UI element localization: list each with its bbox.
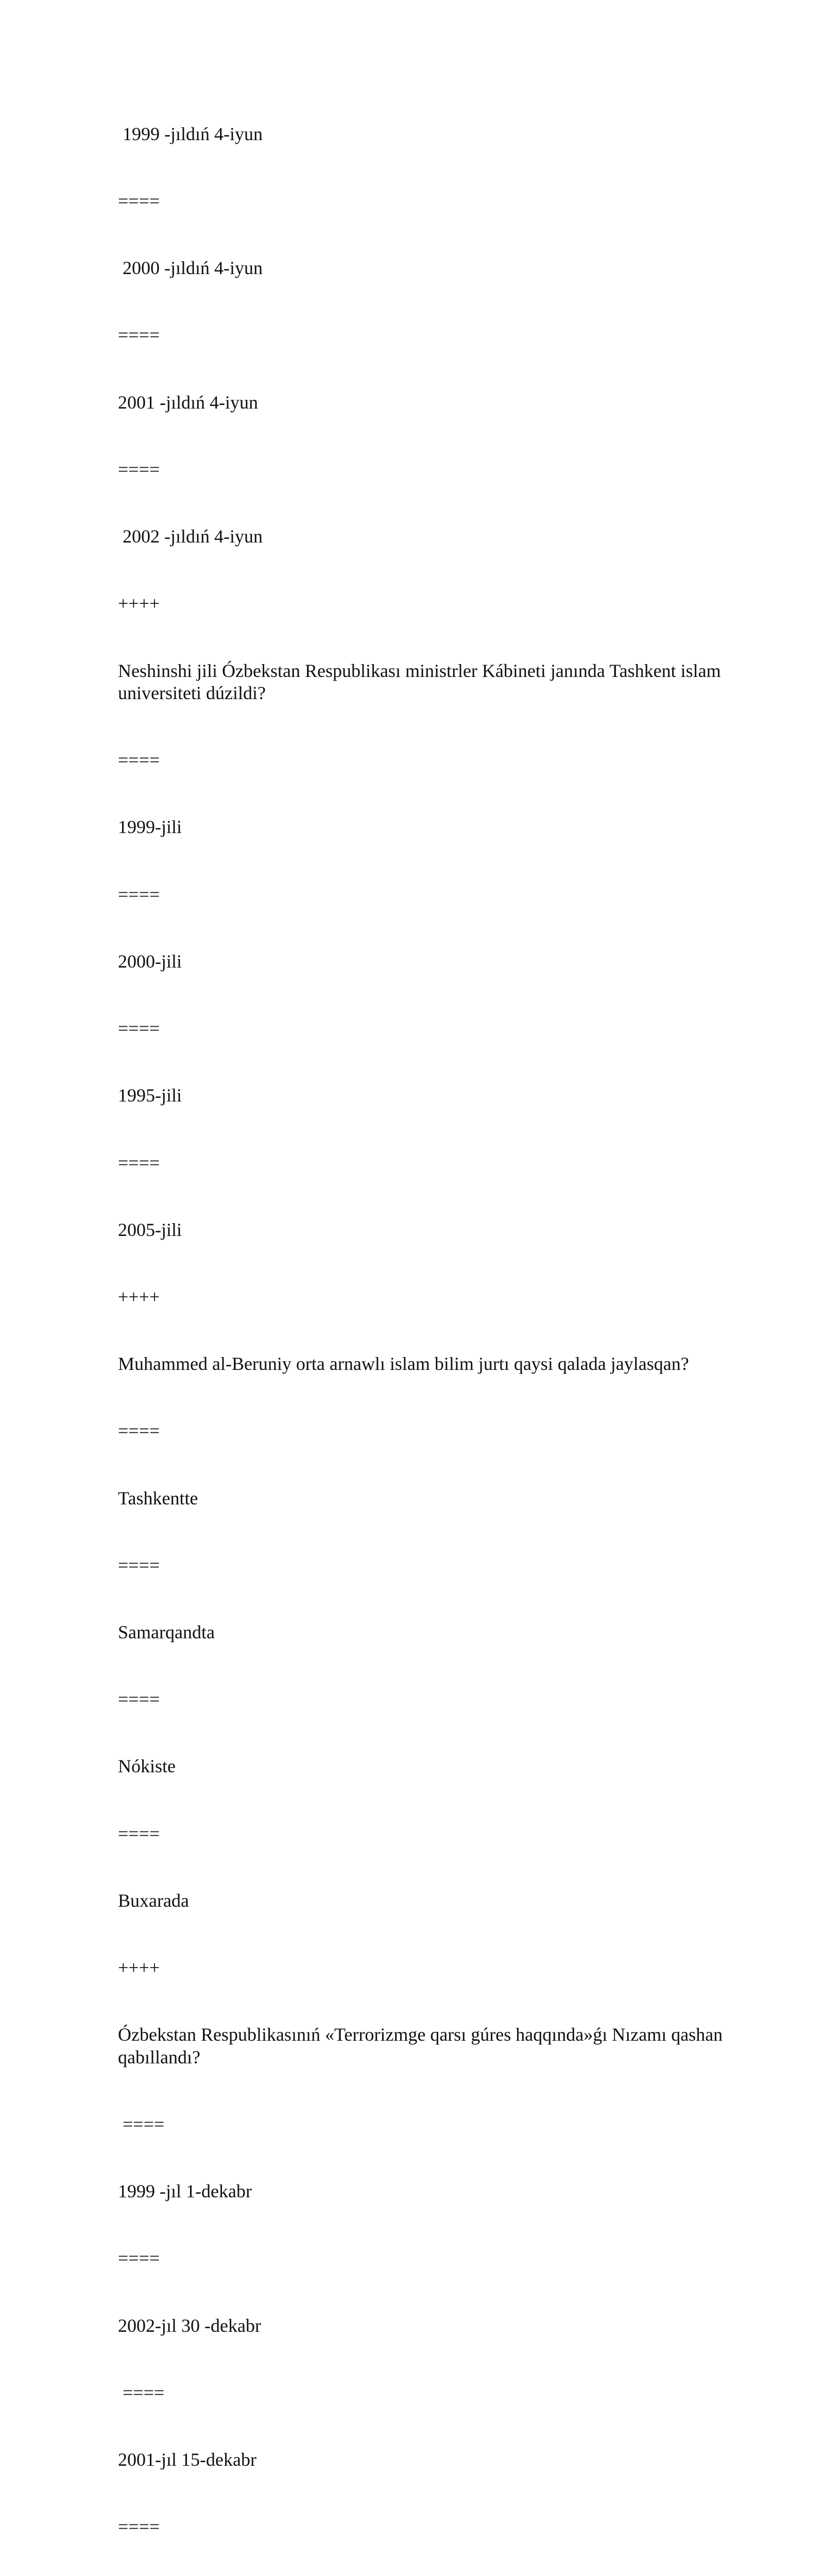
text-line: 2000 -jıldıń 4-iyun	[118, 258, 263, 279]
text-line: 2002-jıl 30 -dekabr	[118, 2315, 261, 2336]
separator-line: ====	[118, 1689, 160, 1710]
separator-line: ====	[118, 459, 160, 480]
text-line: Tashkentte	[118, 1487, 198, 1509]
separator-line: ====	[118, 1823, 160, 1844]
separator-line: ====	[118, 2516, 160, 2537]
text-line: Nókiste	[118, 1756, 176, 1777]
text-line: 2000-jili	[118, 951, 182, 972]
separator-line: ====	[118, 2382, 165, 2403]
separator-line: ====	[118, 191, 160, 212]
question-text: Muhammed al-Beruniy orta arnawlı islam bilim jurtı qaysi qalada jaylasqan?	[118, 1353, 689, 1375]
question-separator: ++++	[118, 1957, 160, 1978]
separator-line: ====	[118, 884, 160, 905]
separator-line: ====	[118, 1420, 160, 1442]
text-line: 2005-jili	[118, 1219, 182, 1240]
separator-line: ====	[118, 1554, 160, 1575]
text-line: Buxarada	[118, 1890, 189, 1911]
text-line: Samarqandta	[118, 1622, 215, 1643]
question-separator: ++++	[118, 1286, 160, 1307]
text-line: 1999 -jıl 1-dekabr	[118, 2181, 252, 2202]
separator-line: ====	[118, 325, 160, 346]
text-line: 2001 -jıldıń 4-iyun	[118, 392, 258, 413]
text-line: 2002 -jıldıń 4-iyun	[118, 526, 263, 547]
text-line: 1999 -jıldıń 4-iyun	[118, 123, 263, 144]
question-text: Neshinshi jili Ózbekstan Respublikası ministrler Kábineti janında Tashkent islam universiteti dúzildi?	[118, 660, 726, 703]
question-separator: ++++	[118, 593, 160, 614]
separator-line: ====	[118, 1152, 160, 1173]
question-text: Ózbekstan Respublikasınıń «Terrorizmge qarsı gúres haqqında»ǵı Nızamı qashan qabıllandı?	[118, 2024, 728, 2067]
separator-line: ====	[118, 2113, 165, 2134]
text-line: 1999-jili	[118, 817, 182, 838]
text-line: 2001-jıl 15-dekabr	[118, 2449, 256, 2470]
separator-line: ====	[118, 2248, 160, 2269]
separator-line: ====	[118, 1018, 160, 1039]
text-line: 1995-jili	[118, 1085, 182, 1106]
separator-line: ====	[118, 750, 160, 771]
document-body	[118, 78, 762, 2576]
